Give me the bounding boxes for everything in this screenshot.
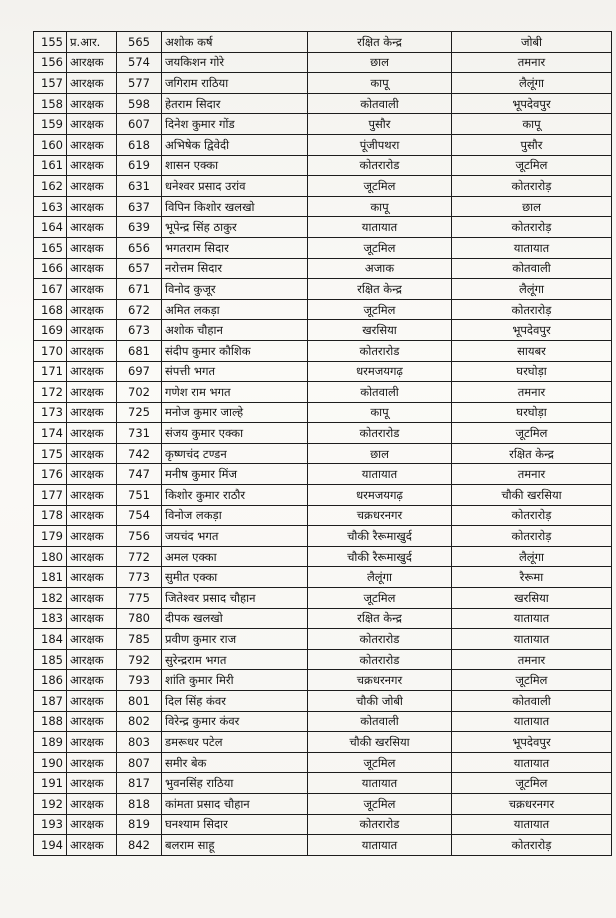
badge-number-cell: 574 [117,52,162,73]
new-posting-cell: यातायात [452,752,612,773]
badge-number-cell: 792 [117,649,162,670]
new-posting-cell: यातायात [452,814,612,835]
employee-name-cell: अमल एक्का [162,546,308,567]
rank-cell: आरक्षक [67,134,117,155]
table-row [34,608,612,629]
rank-cell: प्र.आर. [67,32,117,53]
new-posting-cell: तमनार [452,382,612,403]
serial-number-cell: 159 [34,114,67,135]
badge-number-cell: 725 [117,402,162,423]
current-posting-cell: रक्षित केन्द्र [308,608,452,629]
current-posting-cell: कोतरारोड [308,340,452,361]
table-row [34,320,612,341]
new-posting-cell: घरघोड़ा [452,402,612,423]
badge-number-cell: 756 [117,526,162,547]
rank-cell: आरक्षक [67,629,117,650]
employee-name-cell: शांति कुमार मिरी [162,670,308,691]
current-posting-cell: पुसौर [308,114,452,135]
employee-name-cell: विनोज लकड़ा [162,505,308,526]
table-row [34,526,612,547]
serial-number-cell: 185 [34,649,67,670]
table-row [34,217,612,238]
employee-name-cell: विनोद कुजूर [162,279,308,300]
table-row [34,752,612,773]
serial-number-cell: 191 [34,773,67,794]
badge-number-cell: 793 [117,670,162,691]
new-posting-cell: कोतवाली [452,258,612,279]
table-row [34,443,612,464]
current-posting-cell: कापू [308,196,452,217]
table-row [34,649,612,670]
serial-number-cell: 181 [34,567,67,588]
serial-number-cell: 186 [34,670,67,691]
new-posting-cell: जूटमिल [452,773,612,794]
rank-cell: आरक्षक [67,52,117,73]
new-posting-cell: पुसौर [452,134,612,155]
current-posting-cell: रक्षित केन्द्र [308,32,452,53]
serial-number-cell: 167 [34,279,67,300]
rank-cell: आरक्षक [67,320,117,341]
employee-name-cell: समीर बेक [162,752,308,773]
rank-cell: आरक्षक [67,217,117,238]
badge-number-cell: 598 [117,93,162,114]
employee-name-cell: प्रवीण कुमार राज [162,629,308,650]
new-posting-cell: लैलूंगा [452,73,612,94]
table-row [34,814,612,835]
current-posting-cell: कोतरारोड [308,155,452,176]
rank-cell: आरक्षक [67,649,117,670]
rank-cell: आरक्षक [67,361,117,382]
table-body [34,32,612,856]
serial-number-cell: 194 [34,835,67,856]
new-posting-cell: तमनार [452,649,612,670]
badge-number-cell: 802 [117,711,162,732]
badge-number-cell: 742 [117,443,162,464]
table-row [34,505,612,526]
new-posting-cell: जोबी [452,32,612,53]
employee-name-cell: अभिषेक द्विवेदी [162,134,308,155]
badge-number-cell: 619 [117,155,162,176]
current-posting-cell: जूटमिल [308,176,452,197]
rank-cell: आरक्षक [67,340,117,361]
serial-number-cell: 160 [34,134,67,155]
employee-name-cell: हेतराम सिदार [162,93,308,114]
serial-number-cell: 188 [34,711,67,732]
badge-number-cell: 801 [117,691,162,712]
employee-name-cell: विरेन्द्र कुमार कंवर [162,711,308,732]
serial-number-cell: 182 [34,588,67,609]
current-posting-cell: चौकी जोबी [308,691,452,712]
new-posting-cell: तमनार [452,52,612,73]
current-posting-cell: चौकी रैरूमाखुर्द [308,526,452,547]
rank-cell: आरक्षक [67,464,117,485]
current-posting-cell: कोतरारोड [308,423,452,444]
new-posting-cell: यातायात [452,629,612,650]
badge-number-cell: 672 [117,299,162,320]
serial-number-cell: 168 [34,299,67,320]
current-posting-cell: कापू [308,73,452,94]
employee-name-cell: संपत्ती भगत [162,361,308,382]
badge-number-cell: 773 [117,567,162,588]
current-posting-cell: यातायात [308,835,452,856]
current-posting-cell: यातायात [308,217,452,238]
employee-name-cell: सुरेन्द्रराम भगत [162,649,308,670]
badge-number-cell: 681 [117,340,162,361]
serial-number-cell: 170 [34,340,67,361]
new-posting-cell: चौकी खरसिया [452,485,612,506]
serial-number-cell: 180 [34,546,67,567]
current-posting-cell: जूटमिल [308,793,452,814]
table-row [34,773,612,794]
rank-cell: आरक्षक [67,835,117,856]
new-posting-cell: कोतरारोड़ [452,176,612,197]
rank-cell: आरक्षक [67,814,117,835]
serial-number-cell: 175 [34,443,67,464]
new-posting-cell: कोतवाली [452,691,612,712]
serial-number-cell: 157 [34,73,67,94]
serial-number-cell: 178 [34,505,67,526]
badge-number-cell: 785 [117,629,162,650]
badge-number-cell: 656 [117,237,162,258]
new-posting-cell: यातायात [452,711,612,732]
rank-cell: आरक्षक [67,382,117,403]
badge-number-cell: 702 [117,382,162,403]
new-posting-cell: कोतरारोड़ [452,835,612,856]
table-row [34,691,612,712]
new-posting-cell: कोतरारोड़ [452,299,612,320]
badge-number-cell: 565 [117,32,162,53]
serial-number-cell: 179 [34,526,67,547]
employee-name-cell: कांमता प्रसाद चौहान [162,793,308,814]
employee-name-cell: संदीप कुमार कौशिक [162,340,308,361]
employee-name-cell: गणेश राम भगत [162,382,308,403]
rank-cell: आरक्षक [67,279,117,300]
serial-number-cell: 193 [34,814,67,835]
current-posting-cell: कोतरारोड [308,649,452,670]
serial-number-cell: 163 [34,196,67,217]
table-row [34,670,612,691]
rank-cell: आरक्षक [67,299,117,320]
table-row [34,402,612,423]
employee-name-cell: दिनेश कुमार गोंड [162,114,308,135]
rank-cell: आरक्षक [67,752,117,773]
rank-cell: आरक्षक [67,93,117,114]
current-posting-cell: रक्षित केन्द्र [308,279,452,300]
current-posting-cell: कोतरारोड [308,629,452,650]
rank-cell: आरक्षक [67,114,117,135]
table-row [34,299,612,320]
current-posting-cell: छाल [308,52,452,73]
badge-number-cell: 775 [117,588,162,609]
current-posting-cell: कोतवाली [308,711,452,732]
badge-number-cell: 657 [117,258,162,279]
badge-number-cell: 731 [117,423,162,444]
badge-number-cell: 639 [117,217,162,238]
employee-name-cell: घनश्याम सिदार [162,814,308,835]
employee-name-cell: दीपक खलखो [162,608,308,629]
new-posting-cell: कोतरारोड़ [452,526,612,547]
new-posting-cell: घरघोड़ा [452,361,612,382]
employee-name-cell: अशोक कर्ष [162,32,308,53]
rank-cell: आरक्षक [67,670,117,691]
new-posting-cell: भूपदेवपुर [452,320,612,341]
serial-number-cell: 162 [34,176,67,197]
current-posting-cell: पूंजीपथरा [308,134,452,155]
employee-name-cell: शासन एक्का [162,155,308,176]
badge-number-cell: 631 [117,176,162,197]
current-posting-cell: धरमजयगढ़ [308,361,452,382]
rank-cell: आरक्षक [67,526,117,547]
new-posting-cell: छाल [452,196,612,217]
table-row [34,196,612,217]
badge-number-cell: 637 [117,196,162,217]
table-row [34,176,612,197]
table-row [34,546,612,567]
rank-cell: आरक्षक [67,443,117,464]
serial-number-cell: 165 [34,237,67,258]
new-posting-cell: तमनार [452,464,612,485]
rank-cell: आरक्षक [67,567,117,588]
table-row [34,464,612,485]
serial-number-cell: 174 [34,423,67,444]
employee-name-cell: संजय कुमार एक्का [162,423,308,444]
current-posting-cell: जूटमिल [308,237,452,258]
badge-number-cell: 818 [117,793,162,814]
serial-number-cell: 156 [34,52,67,73]
employee-name-cell: अशोक चौहान [162,320,308,341]
rank-cell: आरक्षक [67,258,117,279]
table-row [34,835,612,856]
table-row [34,485,612,506]
table-row [34,134,612,155]
rank-cell: आरक्षक [67,546,117,567]
serial-number-cell: 169 [34,320,67,341]
new-posting-cell: रक्षित केन्द्र [452,443,612,464]
current-posting-cell: जूटमिल [308,588,452,609]
badge-number-cell: 807 [117,752,162,773]
rank-cell: आरक्षक [67,608,117,629]
new-posting-cell: जूटमिल [452,155,612,176]
rank-cell: आरक्षक [67,237,117,258]
badge-number-cell: 842 [117,835,162,856]
serial-number-cell: 190 [34,752,67,773]
table-row [34,382,612,403]
new-posting-cell: यातायात [452,608,612,629]
employee-name-cell: किशोर कुमार राठौर [162,485,308,506]
table-row [34,93,612,114]
rank-cell: आरक्षक [67,732,117,753]
serial-number-cell: 177 [34,485,67,506]
table-row [34,711,612,732]
employee-name-cell: बलराम साहू [162,835,308,856]
rank-cell: आरक्षक [67,176,117,197]
table-row [34,793,612,814]
serial-number-cell: 187 [34,691,67,712]
rank-cell: आरक्षक [67,711,117,732]
current-posting-cell: अजाक [308,258,452,279]
employee-name-cell: जयचंद भगत [162,526,308,547]
new-posting-cell: कोतरारोड़ [452,217,612,238]
current-posting-cell: कोतवाली [308,382,452,403]
serial-number-cell: 176 [34,464,67,485]
new-posting-cell: कापू [452,114,612,135]
current-posting-cell: चक्रधरनगर [308,505,452,526]
badge-number-cell: 671 [117,279,162,300]
badge-number-cell: 747 [117,464,162,485]
new-posting-cell: खरसिया [452,588,612,609]
new-posting-cell: कोतरारोड़ [452,505,612,526]
current-posting-cell: चक्रधरनगर [308,670,452,691]
badge-number-cell: 817 [117,773,162,794]
badge-number-cell: 697 [117,361,162,382]
employee-name-cell: धनेश्वर प्रसाद उरांव [162,176,308,197]
serial-number-cell: 155 [34,32,67,53]
badge-number-cell: 607 [117,114,162,135]
table-row [34,114,612,135]
employee-name-cell: अमित लकड़ा [162,299,308,320]
transfer-list-table [33,31,612,856]
employee-name-cell: भगतराम सिदार [162,237,308,258]
table-row [34,423,612,444]
rank-cell: आरक्षक [67,793,117,814]
serial-number-cell: 158 [34,93,67,114]
new-posting-cell: लैलूंगा [452,279,612,300]
employee-name-cell: विपिन किशोर खलखो [162,196,308,217]
table-row [34,32,612,53]
current-posting-cell: चौकी रैरूमाखुर्द [308,546,452,567]
badge-number-cell: 754 [117,505,162,526]
badge-number-cell: 803 [117,732,162,753]
rank-cell: आरक्षक [67,505,117,526]
table-row [34,361,612,382]
new-posting-cell: सायबर [452,340,612,361]
table-row [34,340,612,361]
new-posting-cell: लैलूंगा [452,546,612,567]
serial-number-cell: 161 [34,155,67,176]
rank-cell: आरक्षक [67,773,117,794]
new-posting-cell: यातायात [452,237,612,258]
serial-number-cell: 192 [34,793,67,814]
current-posting-cell: यातायात [308,464,452,485]
badge-number-cell: 751 [117,485,162,506]
rank-cell: आरक्षक [67,691,117,712]
serial-number-cell: 164 [34,217,67,238]
employee-name-cell: भूपेन्द्र सिंह ठाकुर [162,217,308,238]
table-row [34,279,612,300]
table-row [34,629,612,650]
new-posting-cell: भूपदेवपुर [452,732,612,753]
new-posting-cell: भूपदेवपुर [452,93,612,114]
new-posting-cell: जूटमिल [452,423,612,444]
current-posting-cell: कोतवाली [308,93,452,114]
employee-name-cell: जितेश्वर प्रसाद चौहान [162,588,308,609]
serial-number-cell: 173 [34,402,67,423]
table-row [34,588,612,609]
current-posting-cell: धरमजयगढ़ [308,485,452,506]
serial-number-cell: 171 [34,361,67,382]
new-posting-cell: चक्रधरनगर [452,793,612,814]
serial-number-cell: 184 [34,629,67,650]
badge-number-cell: 780 [117,608,162,629]
employee-name-cell: सुमीत एक्का [162,567,308,588]
badge-number-cell: 577 [117,73,162,94]
serial-number-cell: 183 [34,608,67,629]
table-row [34,258,612,279]
rank-cell: आरक्षक [67,423,117,444]
current-posting-cell: जूटमिल [308,299,452,320]
table-row [34,73,612,94]
employee-name-cell: भुवनसिंह राठिया [162,773,308,794]
current-posting-cell: यातायात [308,773,452,794]
employee-name-cell: दिल सिंह कंवर [162,691,308,712]
serial-number-cell: 172 [34,382,67,403]
table-row [34,567,612,588]
new-posting-cell: जूटमिल [452,670,612,691]
table-row [34,732,612,753]
rank-cell: आरक्षक [67,155,117,176]
serial-number-cell: 166 [34,258,67,279]
employee-name-cell: कृष्णचंद टण्डन [162,443,308,464]
current-posting-cell: लैलूंगा [308,567,452,588]
employee-name-cell: मनोज कुमार जाल्हे [162,402,308,423]
employee-name-cell: जगिराम राठिया [162,73,308,94]
employee-name-cell: डमरूधर पटेल [162,732,308,753]
current-posting-cell: जूटमिल [308,752,452,773]
employee-name-cell: मनीष कुमार मिंज [162,464,308,485]
rank-cell: आरक्षक [67,73,117,94]
table-row [34,155,612,176]
serial-number-cell: 189 [34,732,67,753]
badge-number-cell: 772 [117,546,162,567]
badge-number-cell: 618 [117,134,162,155]
employee-name-cell: जयकिशन गोरे [162,52,308,73]
table-row [34,237,612,258]
rank-cell: आरक्षक [67,588,117,609]
rank-cell: आरक्षक [67,196,117,217]
rank-cell: आरक्षक [67,485,117,506]
table-row [34,52,612,73]
employee-name-cell: नरोत्तम सिदार [162,258,308,279]
rank-cell: आरक्षक [67,402,117,423]
current-posting-cell: कोतरारोड [308,814,452,835]
current-posting-cell: चौकी खरसिया [308,732,452,753]
new-posting-cell: रैरूमा [452,567,612,588]
badge-number-cell: 819 [117,814,162,835]
badge-number-cell: 673 [117,320,162,341]
current-posting-cell: कापू [308,402,452,423]
current-posting-cell: खरसिया [308,320,452,341]
current-posting-cell: छाल [308,443,452,464]
